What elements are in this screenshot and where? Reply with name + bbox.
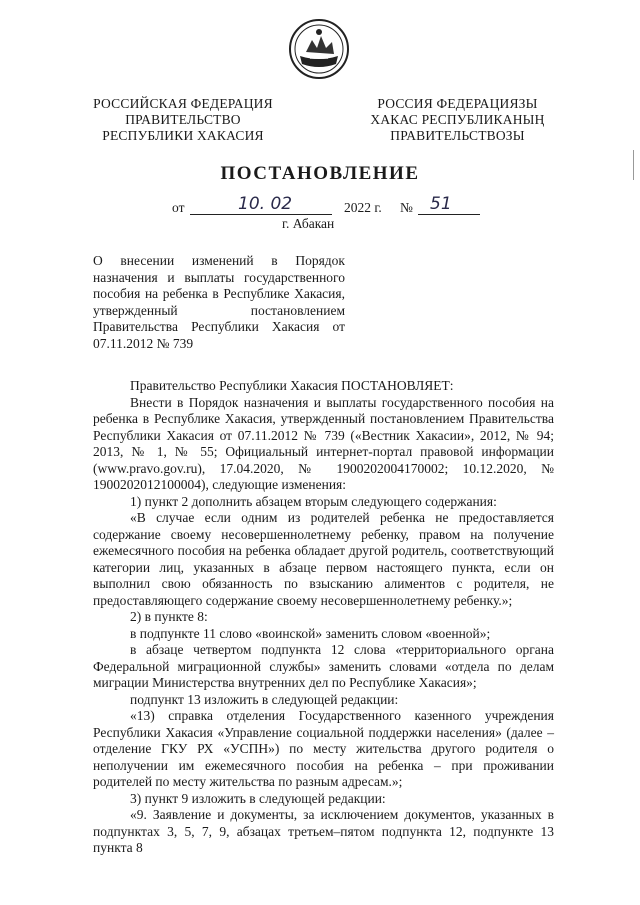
header-left-line: РЕСПУБЛИКИ ХАКАСИЯ bbox=[102, 128, 264, 143]
number-prefix: № bbox=[400, 200, 413, 215]
year-text: 2022 г. bbox=[344, 200, 382, 215]
date-handwritten: 10. 02 bbox=[238, 194, 293, 214]
body-paragraph: 1) пункт 2 дополнить абзацем вторым следующего содержания: bbox=[130, 493, 497, 509]
coat-of-arms-emblem bbox=[288, 18, 350, 80]
body-paragraph: в подпункте 11 слово «воинской» заменить словом «военной»; bbox=[130, 625, 491, 641]
body-paragraph: в абзаце четвертом подпункта 12 слова «территориального органа Федеральной миграционной службы» заменить словами «отдела по делам миграции Министерства внутренних дел по Республике Хакасия»; bbox=[93, 642, 554, 690]
body-paragraph: 3) пункт 9 изложить в следующей редакции: bbox=[130, 790, 386, 806]
document-title: ПОСТАНОВЛЕНИЕ bbox=[220, 163, 420, 184]
body-paragraph: 2) в пункте 8: bbox=[130, 609, 208, 624]
header-left-line: РОССИЙСКАЯ ФЕДЕРАЦИЯ bbox=[93, 96, 273, 111]
body-paragraph: Внести в Порядок назначения и выплаты государственного пособия на ребенка в Республике Хакасия, утвержденный постановлением Правительства Республики Хакасия от 07.11.2012 № 739 («Вестник Хакасии», 2012, № 94; 2013, № 1, № 55; Официальный интернет-портал правовой информации (www.pravo.gov.ru), 17.04.2020, № 1900202004170002; 10.12.2020, № 1900202012100004), следующие изменения: bbox=[93, 394, 554, 492]
header-left-line: ПРАВИТЕЛЬСТВО bbox=[125, 112, 241, 127]
body-paragraph: «В случае если одним из родителей ребенка не предоставляется содержание своему несовершеннолетнему ребенку, правом на получение ежемесячного пособия на ребенка обладает другой родитель, соответствующий категории лиц, указанных в абзаце первом настоящего пункта, если он выполнил свою обязанность по взысканию алиментов с родителя, не предоставляющего содержание своему несовершеннолетнему ребенку.»; bbox=[93, 510, 554, 608]
number-handwritten: 51 bbox=[430, 194, 452, 214]
document-body bbox=[93, 378, 554, 857]
body-paragraph: Правительство Республики Хакасия ПОСТАНОВЛЯЕТ: bbox=[130, 378, 454, 393]
date-prefix: от bbox=[172, 200, 185, 215]
header-right-line: ХАКАС РЕСПУБЛИКАНЫҢ bbox=[370, 112, 545, 127]
city-label: г. Абакан bbox=[282, 216, 335, 231]
body-paragraph: «9. Заявление и документы, за исключением документов, указанных в подпунктах 3, 5, 7, 9, абзацах третьем–пятом подпункта 12, подпункте 13 пункта 8 bbox=[93, 807, 554, 855]
header-right-line: РОССИЯ ФЕДЕРАЦИЯЗЫ bbox=[377, 96, 538, 111]
header-right-block bbox=[355, 96, 560, 144]
subject-block: О внесении изменений в Порядок назначения и выплаты государственного пособия на ребенка в Республике Хакасия, утвержденный постановлением Правительства Республики Хакасия от 07.11.2012 № 739 bbox=[93, 253, 345, 351]
header-left-block bbox=[78, 96, 288, 144]
body-paragraph: «13) справка отделения Государственного казенного учреждения Республики Хакасия «Управление социальной поддержки населения» (далее – отделение ГКУ РХ «УСПН») по месту жительства другого родителя о неполучении им ежемесячного пособия на ребенка – при проживании родителей по месту жительства по разным адресам.»; bbox=[93, 708, 554, 789]
header-right-line: ПРАВИТЕЛЬСТВОЗЫ bbox=[390, 128, 525, 143]
body-paragraph: подпункт 13 изложить в следующей редакции: bbox=[130, 691, 399, 707]
